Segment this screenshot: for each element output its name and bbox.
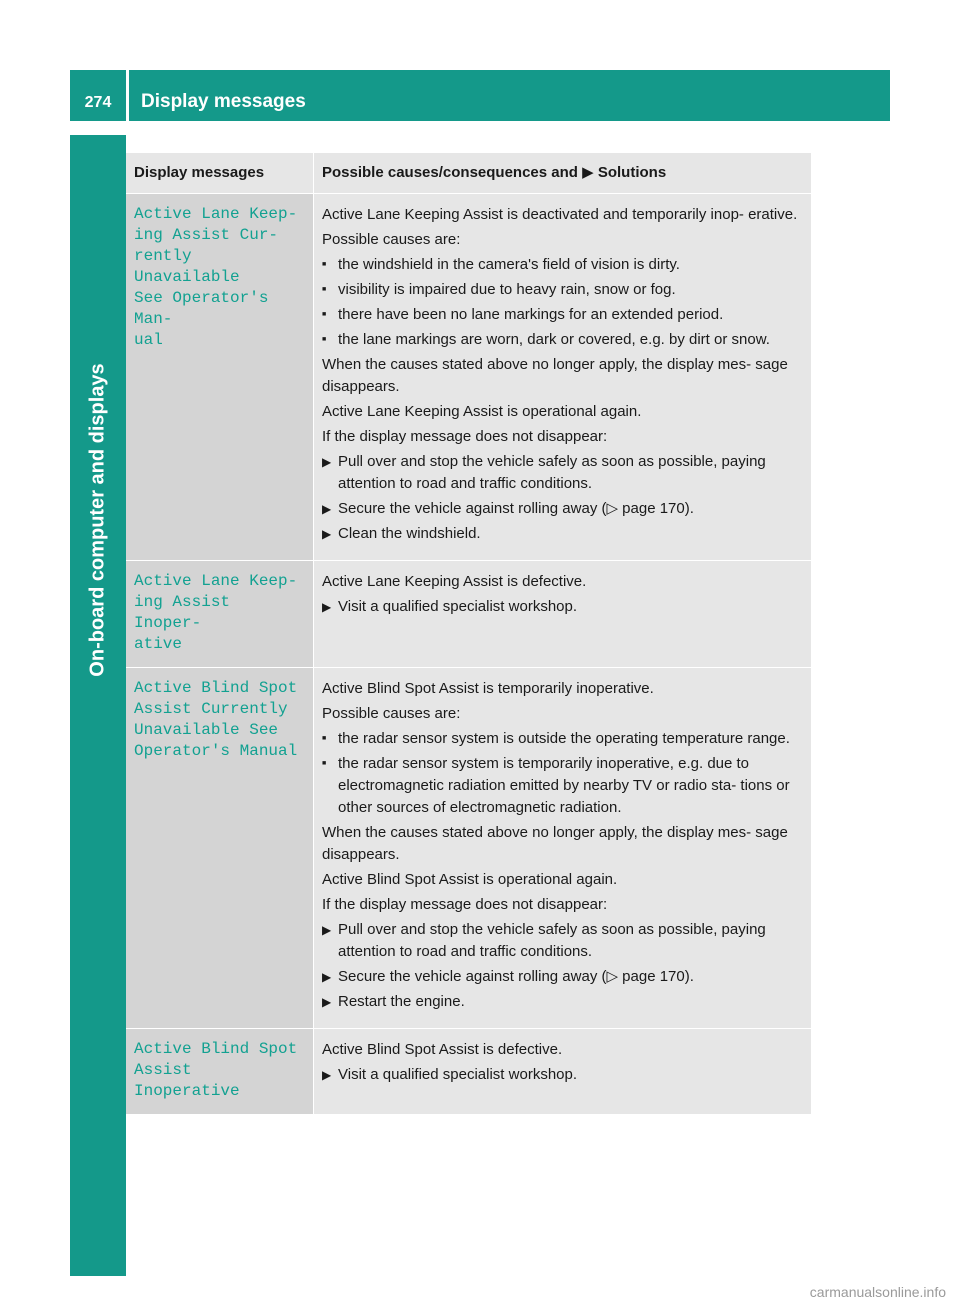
side-tab <box>70 135 126 1220</box>
bullet-icon: ■ <box>322 311 327 318</box>
display-message-text: Active Blind Spot Assist Inoperative <box>134 1040 298 1100</box>
step-text: Pull over and stop the vehicle safely as soon as possible, paying attention to road and traffic conditions. <box>338 453 766 492</box>
display-messages-table <box>126 153 811 1115</box>
cause-item <box>322 329 803 351</box>
right-triangle-icon: ▶ <box>322 1068 332 1082</box>
display-message-text: Active Lane Keep‐ ing Assist Cur‐ rently Unavailable See Operator's Man‐ ual <box>134 205 298 349</box>
right-triangle-icon: ▶ <box>322 502 332 516</box>
right-triangle-icon: ▶ <box>322 923 332 937</box>
cause-text: the radar sensor system is temporarily inoperative, e.g. due to electromagnetic radiation emitted by nearby TV or radio sta‐ tions or other sources of electromagnetic radiation. <box>338 755 790 816</box>
header-divider <box>126 70 129 121</box>
cause-item <box>322 254 803 276</box>
right-triangle-icon: ▶ <box>322 455 332 469</box>
display-message-text: Active Blind Spot Assist Currently Unavailable See Operator's Manual <box>134 679 298 760</box>
right-triangle-icon: ▶ <box>322 970 332 984</box>
section-label: On-board computer and displays <box>86 363 109 677</box>
step-text: Restart the engine. <box>338 993 465 1010</box>
bullet-icon: ■ <box>322 286 327 293</box>
description-text: Active Lane Keeping Assist is deactivated and temporarily inop‐ erative. <box>322 206 798 223</box>
step-arrow-icon: ▶ <box>582 164 594 181</box>
table-row <box>126 668 811 1029</box>
cause-item <box>322 753 803 819</box>
cause-item <box>322 304 803 326</box>
cause-text: there have been no lane markings for an extended period. <box>338 306 724 323</box>
description-text: Possible causes are: <box>322 705 461 722</box>
action-step <box>322 498 803 520</box>
page-number: 274 <box>84 94 112 111</box>
cause-item <box>322 279 803 301</box>
message-cell <box>126 1029 314 1114</box>
right-triangle-icon: ▶ <box>322 527 332 541</box>
table-header-row <box>126 153 811 194</box>
message-cell <box>126 194 314 560</box>
table-row <box>126 561 811 668</box>
description-text: If the display message does not disappear: <box>322 896 608 913</box>
page-title: Display messages <box>141 91 306 112</box>
right-triangle-icon: ▶ <box>322 600 332 614</box>
bullet-icon: ■ <box>322 336 327 343</box>
bullet-icon: ■ <box>322 735 327 742</box>
action-step <box>322 991 803 1013</box>
cause-text: the windshield in the camera's field of vision is dirty. <box>338 256 680 273</box>
action-step <box>322 919 803 963</box>
description-text: Possible causes are: <box>322 231 461 248</box>
description-text: Active Blind Spot Assist is operational again. <box>322 871 618 888</box>
description-text: Active Lane Keeping Assist is defective. <box>322 573 587 590</box>
column-header-messages: Display messages <box>126 153 314 193</box>
action-step <box>322 966 803 988</box>
description-text: Active Lane Keeping Assist is operational again. <box>322 403 642 420</box>
side-tab-marker <box>70 1220 126 1276</box>
step-text: Visit a qualified specialist workshop. <box>338 598 578 615</box>
action-step <box>322 596 803 618</box>
right-triangle-icon: ▶ <box>322 995 332 1009</box>
description-text: Active Blind Spot Assist is defective. <box>322 1041 563 1058</box>
description-text: Active Blind Spot Assist is temporarily inoperative. <box>322 680 654 697</box>
bullet-icon: ■ <box>322 760 327 767</box>
message-cell <box>126 561 314 667</box>
display-message-text: Active Lane Keep‐ ing Assist Inoper‐ ative <box>134 572 298 653</box>
step-text: Pull over and stop the vehicle safely as soon as possible, paying attention to road and traffic conditions. <box>338 921 766 960</box>
action-step <box>322 1064 803 1086</box>
step-text: Secure the vehicle against rolling away (▷ page 170). <box>338 968 694 985</box>
watermark: carmanualsonline.info <box>809 1284 946 1300</box>
cause-item <box>322 728 803 750</box>
action-step <box>322 451 803 495</box>
cause-text: the lane markings are worn, dark or covered, e.g. by dirt or snow. <box>338 331 770 348</box>
description-text: When the causes stated above no longer apply, the display mes‐ sage disappears. <box>322 356 788 395</box>
cause-text: the radar sensor system is outside the operating temperature range. <box>338 730 790 747</box>
message-cell <box>126 668 314 1028</box>
step-text: Clean the windshield. <box>338 525 481 542</box>
bullet-icon: ■ <box>322 261 327 268</box>
action-step <box>322 523 803 545</box>
column-header-solutions-prefix: Possible causes/consequences and <box>322 164 578 181</box>
cause-text: visibility is impaired due to heavy rain, snow or fog. <box>338 281 676 298</box>
description-text: When the causes stated above no longer apply, the display mes‐ sage disappears. <box>322 824 788 863</box>
description-text: If the display message does not disappear: <box>322 428 608 445</box>
step-text: Visit a qualified specialist workshop. <box>338 1066 578 1083</box>
table-row <box>126 1029 811 1115</box>
table-row <box>126 194 811 561</box>
step-text: Secure the vehicle against rolling away (▷ page 170). <box>338 500 694 517</box>
column-header-solutions-suffix: Solutions <box>597 164 667 181</box>
